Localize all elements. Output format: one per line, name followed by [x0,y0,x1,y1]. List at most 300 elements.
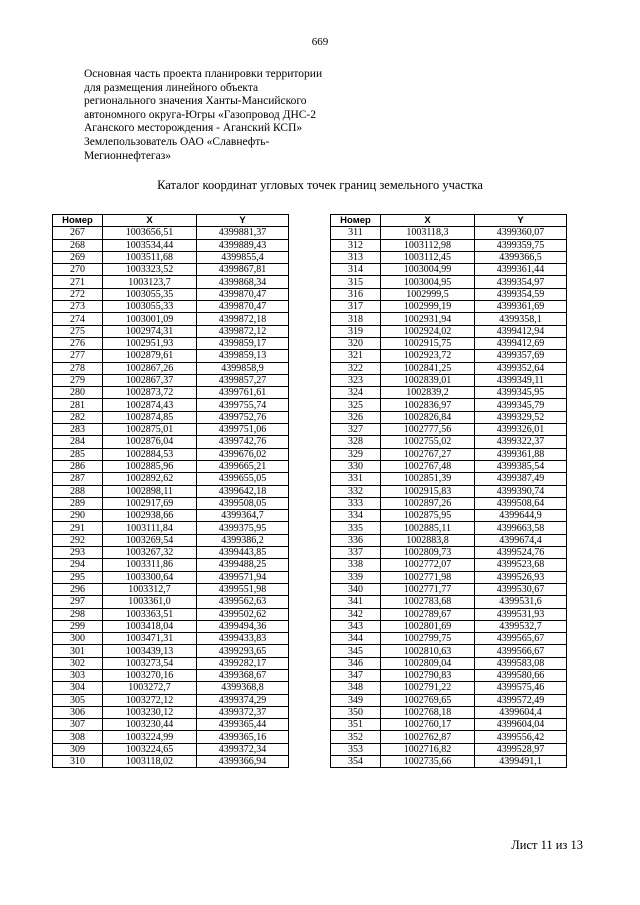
table-row [331,448,567,460]
x-coordinate-cell: 1003224,65 [103,743,197,755]
y-coordinate-cell: 4399357,69 [475,350,567,362]
point-number-cell: 310 [53,756,103,768]
x-coordinate-cell: 1003118,3 [381,227,475,239]
point-number-cell: 272 [53,288,103,300]
y-coordinate-cell: 4399322,37 [475,436,567,448]
x-coordinate-cell: 1002839,01 [381,374,475,386]
point-number-cell: 269 [53,251,103,263]
y-coordinate-cell: 4399872,12 [197,325,289,337]
point-number-cell: 320 [331,337,381,349]
x-coordinate-cell: 1002867,37 [103,374,197,386]
point-number-cell: 337 [331,547,381,559]
table-row [53,276,289,288]
point-number-cell: 295 [53,571,103,583]
y-coordinate-cell: 4399491,1 [475,756,567,768]
x-coordinate-cell: 1002885,11 [381,522,475,534]
x-coordinate-cell: 1003439,13 [103,645,197,657]
table-row [53,227,289,239]
point-number-cell: 308 [53,731,103,743]
y-coordinate-cell: 4399385,54 [475,460,567,472]
y-coordinate-cell: 4399366,5 [475,251,567,263]
table-row [53,288,289,300]
point-number-cell: 346 [331,657,381,669]
table-row [53,325,289,337]
point-number-cell: 274 [53,313,103,325]
y-coordinate-cell: 4399494,36 [197,620,289,632]
x-coordinate-cell: 1002839,2 [381,387,475,399]
y-coordinate-cell: 4399575,46 [475,682,567,694]
coordinates-table-right [330,214,567,768]
y-coordinate-cell: 4399665,21 [197,460,289,472]
header-line: для размещения линейного объекта [84,81,259,94]
table-row [331,756,567,768]
x-coordinate-cell: 1003118,02 [103,756,197,768]
point-number-cell: 352 [331,731,381,743]
table-row [331,485,567,497]
point-number-cell: 289 [53,497,103,509]
table-row [331,596,567,608]
table-row [53,264,289,276]
table-row [331,288,567,300]
y-coordinate-cell: 4399674,4 [475,534,567,546]
x-coordinate-cell: 1002884,53 [103,448,197,460]
y-coordinate-cell: 4399761,61 [197,387,289,399]
table-row [331,731,567,743]
point-number-cell: 329 [331,448,381,460]
column-header-y: Y [197,215,289,227]
x-coordinate-cell: 1003272,7 [103,682,197,694]
sheet-label: Лист 11 из 13 [511,838,583,852]
point-number-cell: 283 [53,424,103,436]
table-row [53,559,289,571]
y-coordinate-cell: 4399562,63 [197,596,289,608]
y-coordinate-cell: 4399412,69 [475,337,567,349]
x-coordinate-cell: 1003273,54 [103,657,197,669]
y-coordinate-cell: 4399433,83 [197,633,289,645]
table-row [53,633,289,645]
table-row [331,411,567,423]
y-coordinate-cell: 4399881,37 [197,227,289,239]
y-coordinate-cell: 4399556,42 [475,731,567,743]
x-coordinate-cell: 1003361,0 [103,596,197,608]
table-row [331,497,567,509]
table-row [331,522,567,534]
table-row [53,534,289,546]
table-row [53,337,289,349]
table-row [53,460,289,472]
table-row [53,399,289,411]
y-coordinate-cell: 4399361,88 [475,448,567,460]
point-number-cell: 307 [53,719,103,731]
point-number-cell: 305 [53,694,103,706]
point-number-cell: 317 [331,301,381,313]
table-row [53,485,289,497]
x-coordinate-cell: 1003055,33 [103,301,197,313]
x-coordinate-cell: 1003656,51 [103,227,197,239]
x-coordinate-cell: 1002789,67 [381,608,475,620]
point-number-cell: 347 [331,669,381,681]
y-coordinate-cell: 4399870,47 [197,301,289,313]
point-number-cell: 313 [331,251,381,263]
x-coordinate-cell: 1002974,31 [103,325,197,337]
table-header-row [331,215,567,227]
x-coordinate-cell: 1002735,66 [381,756,475,768]
table-row [331,706,567,718]
point-number-cell: 315 [331,276,381,288]
point-number-cell: 332 [331,485,381,497]
point-number-cell: 268 [53,239,103,251]
table-row [331,559,567,571]
y-coordinate-cell: 4399374,29 [197,694,289,706]
x-coordinate-cell: 1002851,39 [381,473,475,485]
x-coordinate-cell: 1002801,69 [381,620,475,632]
x-coordinate-cell: 1002772,07 [381,559,475,571]
y-coordinate-cell: 4399872,18 [197,313,289,325]
table-row [53,645,289,657]
point-number-cell: 324 [331,387,381,399]
table-row [53,608,289,620]
point-number-cell: 294 [53,559,103,571]
x-coordinate-cell: 1003272,12 [103,694,197,706]
x-coordinate-cell: 1002897,26 [381,497,475,509]
document-header [84,68,374,163]
y-coordinate-cell: 4399360,07 [475,227,567,239]
table-row [53,313,289,325]
y-coordinate-cell: 4399528,97 [475,743,567,755]
point-number-cell: 314 [331,264,381,276]
x-coordinate-cell: 1002874,43 [103,399,197,411]
x-coordinate-cell: 1002938,66 [103,510,197,522]
table-row [53,374,289,386]
table-row [331,337,567,349]
table-row [331,571,567,583]
x-coordinate-cell: 1002924,02 [381,325,475,337]
table-row [53,571,289,583]
point-number-cell: 270 [53,264,103,276]
y-coordinate-cell: 4399352,64 [475,362,567,374]
point-number-cell: 296 [53,583,103,595]
point-number-cell: 341 [331,596,381,608]
point-number-cell: 353 [331,743,381,755]
x-coordinate-cell: 1002790,83 [381,669,475,681]
point-number-cell: 297 [53,596,103,608]
y-coordinate-cell: 4399572,49 [475,694,567,706]
y-coordinate-cell: 4399329,52 [475,411,567,423]
y-coordinate-cell: 4399364,7 [197,510,289,522]
point-number-cell: 306 [53,706,103,718]
table-row [53,424,289,436]
y-coordinate-cell: 4399375,95 [197,522,289,534]
point-number-cell: 336 [331,534,381,546]
table-row [331,460,567,472]
y-coordinate-cell: 4399663,58 [475,522,567,534]
point-number-cell: 323 [331,374,381,386]
y-coordinate-cell: 4399354,97 [475,276,567,288]
table-row [331,719,567,731]
point-number-cell: 279 [53,374,103,386]
x-coordinate-cell: 1003230,12 [103,706,197,718]
point-number-cell: 287 [53,473,103,485]
header-line: Основная часть проекта планировки территории [84,68,323,80]
x-coordinate-cell: 1002875,95 [381,510,475,522]
x-coordinate-cell: 1002867,26 [103,362,197,374]
x-coordinate-cell: 1003312,7 [103,583,197,595]
point-number-cell: 300 [53,633,103,645]
x-coordinate-cell: 1002799,75 [381,633,475,645]
table-row [331,362,567,374]
y-coordinate-cell: 4399855,4 [197,251,289,263]
x-coordinate-cell: 1002999,5 [381,288,475,300]
point-number-cell: 302 [53,657,103,669]
y-coordinate-cell: 4399655,05 [197,473,289,485]
x-coordinate-cell: 1002931,94 [381,313,475,325]
table-row [331,350,567,362]
y-coordinate-cell: 4399387,49 [475,473,567,485]
table-row [331,251,567,263]
point-number-cell: 325 [331,399,381,411]
header-line: автономного округа-Югры «Газопровод ДНС-2 [84,108,317,121]
x-coordinate-cell: 1002809,04 [381,657,475,669]
y-coordinate-cell: 4399566,67 [475,645,567,657]
x-coordinate-cell: 1002767,27 [381,448,475,460]
y-coordinate-cell: 4399531,6 [475,596,567,608]
y-coordinate-cell: 4399412,94 [475,325,567,337]
x-coordinate-cell: 1002762,87 [381,731,475,743]
point-number-cell: 319 [331,325,381,337]
y-coordinate-cell: 4399676,02 [197,448,289,460]
y-coordinate-cell: 4399604,04 [475,719,567,731]
point-number-cell: 303 [53,669,103,681]
point-number-cell: 292 [53,534,103,546]
x-coordinate-cell: 1003269,54 [103,534,197,546]
x-coordinate-cell: 1003055,35 [103,288,197,300]
y-coordinate-cell: 4399752,76 [197,411,289,423]
point-number-cell: 328 [331,436,381,448]
x-coordinate-cell: 1003224,99 [103,731,197,743]
y-coordinate-cell: 4399565,67 [475,633,567,645]
point-number-cell: 278 [53,362,103,374]
table-row [331,657,567,669]
x-coordinate-cell: 1003004,95 [381,276,475,288]
table-row [331,436,567,448]
table-row [331,583,567,595]
y-coordinate-cell: 4399365,16 [197,731,289,743]
y-coordinate-cell: 4399580,66 [475,669,567,681]
x-coordinate-cell: 1003534,44 [103,239,197,251]
column-header-number: Номер [53,215,103,227]
y-coordinate-cell: 4399642,18 [197,485,289,497]
table-row [331,534,567,546]
x-coordinate-cell: 1003418,04 [103,620,197,632]
point-number-cell: 330 [331,460,381,472]
table-row [53,522,289,534]
y-coordinate-cell: 4399532,7 [475,620,567,632]
y-coordinate-cell: 4399326,01 [475,424,567,436]
y-coordinate-cell: 4399293,65 [197,645,289,657]
point-number-cell: 349 [331,694,381,706]
x-coordinate-cell: 1003123,7 [103,276,197,288]
y-coordinate-cell: 4399361,69 [475,301,567,313]
y-coordinate-cell: 4399870,47 [197,288,289,300]
table-row [331,325,567,337]
table-row [331,694,567,706]
table-header-row [53,215,289,227]
table-row [331,399,567,411]
y-coordinate-cell: 4399524,76 [475,547,567,559]
y-coordinate-cell: 4399551,98 [197,583,289,595]
point-number-cell: 343 [331,620,381,632]
table-row [53,620,289,632]
table-row [331,473,567,485]
x-coordinate-cell: 1003112,45 [381,251,475,263]
table-row [331,313,567,325]
point-number-cell: 350 [331,706,381,718]
y-coordinate-cell: 4399361,44 [475,264,567,276]
column-header-number: Номер [331,215,381,227]
x-coordinate-cell: 1002917,69 [103,497,197,509]
x-coordinate-cell: 1002783,68 [381,596,475,608]
x-coordinate-cell: 1002873,72 [103,387,197,399]
y-coordinate-cell: 4399583,08 [475,657,567,669]
table-row [53,301,289,313]
table-row [53,583,289,595]
table-row [53,547,289,559]
y-coordinate-cell: 4399644,9 [475,510,567,522]
table-row [331,264,567,276]
table-row [53,719,289,731]
y-coordinate-cell: 4399859,13 [197,350,289,362]
point-number-cell: 271 [53,276,103,288]
point-number-cell: 331 [331,473,381,485]
table-row [53,743,289,755]
table-row [331,424,567,436]
y-coordinate-cell: 4399571,94 [197,571,289,583]
point-number-cell: 290 [53,510,103,522]
y-coordinate-cell: 4399345,95 [475,387,567,399]
column-header-y: Y [475,215,567,227]
x-coordinate-cell: 1002876,04 [103,436,197,448]
x-coordinate-cell: 1003300,64 [103,571,197,583]
x-coordinate-cell: 1003311,86 [103,559,197,571]
y-coordinate-cell: 4399349,11 [475,374,567,386]
point-number-cell: 333 [331,497,381,509]
y-coordinate-cell: 4399867,81 [197,264,289,276]
x-coordinate-cell: 1002755,02 [381,436,475,448]
table-row [53,657,289,669]
catalog-title: Каталог координат угловых точек границ земельного участка [157,178,483,192]
table-row [53,436,289,448]
y-coordinate-cell: 4399282,17 [197,657,289,669]
y-coordinate-cell: 4399443,85 [197,547,289,559]
page-number: 669 [311,36,329,48]
point-number-cell: 338 [331,559,381,571]
point-number-cell: 351 [331,719,381,731]
table-row [53,473,289,485]
table-row [331,301,567,313]
x-coordinate-cell: 1003267,32 [103,547,197,559]
x-coordinate-cell: 1002875,01 [103,424,197,436]
table-row [53,731,289,743]
x-coordinate-cell: 1003112,98 [381,239,475,251]
point-number-cell: 316 [331,288,381,300]
table-row [331,276,567,288]
y-coordinate-cell: 4399868,34 [197,276,289,288]
table-row [331,387,567,399]
point-number-cell: 281 [53,399,103,411]
x-coordinate-cell: 1002760,17 [381,719,475,731]
x-coordinate-cell: 1002915,83 [381,485,475,497]
table-row [53,694,289,706]
point-number-cell: 280 [53,387,103,399]
table-row [53,596,289,608]
table-row [53,411,289,423]
point-number-cell: 342 [331,608,381,620]
y-coordinate-cell: 4399859,17 [197,337,289,349]
point-number-cell: 334 [331,510,381,522]
table-row [331,227,567,239]
x-coordinate-cell: 1002879,61 [103,350,197,362]
point-number-cell: 318 [331,313,381,325]
x-coordinate-cell: 1002841,25 [381,362,475,374]
y-coordinate-cell: 4399372,34 [197,743,289,755]
point-number-cell: 277 [53,350,103,362]
point-number-cell: 345 [331,645,381,657]
table-row [331,682,567,694]
point-number-cell: 293 [53,547,103,559]
x-coordinate-cell: 1002771,77 [381,583,475,595]
point-number-cell: 340 [331,583,381,595]
table-row [331,620,567,632]
column-header-x: X [103,215,197,227]
point-number-cell: 285 [53,448,103,460]
y-coordinate-cell: 4399604,4 [475,706,567,718]
table-row [53,239,289,251]
y-coordinate-cell: 4399889,43 [197,239,289,251]
point-number-cell: 322 [331,362,381,374]
table-row [331,547,567,559]
point-number-cell: 354 [331,756,381,768]
table-row [53,669,289,681]
header-line: Мегионнефтегаз» [84,149,172,162]
y-coordinate-cell: 4399372,37 [197,706,289,718]
y-coordinate-cell: 4399368,67 [197,669,289,681]
x-coordinate-cell: 1002923,72 [381,350,475,362]
y-coordinate-cell: 4399368,8 [197,682,289,694]
table-row [53,362,289,374]
x-coordinate-cell: 1002791,22 [381,682,475,694]
y-coordinate-cell: 4399755,74 [197,399,289,411]
y-coordinate-cell: 4399390,74 [475,485,567,497]
point-number-cell: 282 [53,411,103,423]
x-coordinate-cell: 1002777,56 [381,424,475,436]
table-row [53,756,289,768]
point-number-cell: 301 [53,645,103,657]
x-coordinate-cell: 1003004,99 [381,264,475,276]
x-coordinate-cell: 1002716,82 [381,743,475,755]
x-coordinate-cell: 1002809,73 [381,547,475,559]
y-coordinate-cell: 4399366,94 [197,756,289,768]
point-number-cell: 339 [331,571,381,583]
x-coordinate-cell: 1002768,18 [381,706,475,718]
table-row [331,608,567,620]
y-coordinate-cell: 4399365,44 [197,719,289,731]
point-number-cell: 311 [331,227,381,239]
x-coordinate-cell: 1002883,8 [381,534,475,546]
x-coordinate-cell: 1002767,48 [381,460,475,472]
point-number-cell: 298 [53,608,103,620]
x-coordinate-cell: 1003270,16 [103,669,197,681]
point-number-cell: 276 [53,337,103,349]
